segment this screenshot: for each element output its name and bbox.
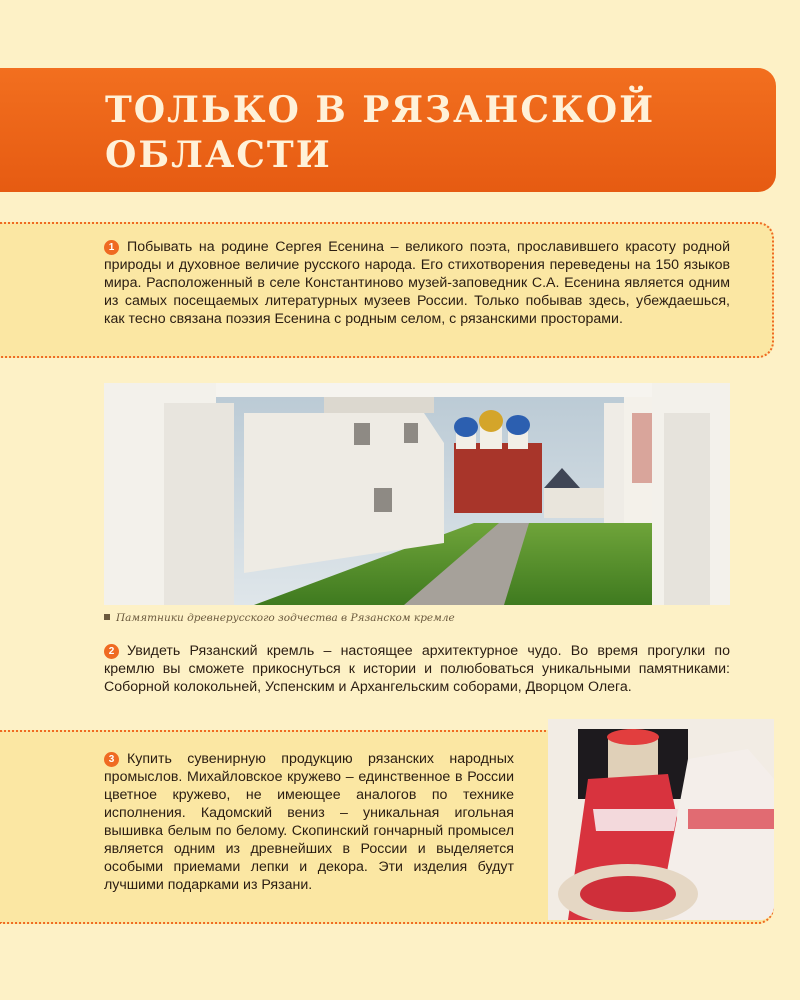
item-text: Побывать на родине Сергея Есенина – великого поэта, прославившего красоту родной природы и духовное величие русского народа. Его стихотворения переведены на 150 языков мира. Расположенный в селе Константиново музей-заповедник С.А. Есенина является одним из самых посещаемых литературных музеев России. Только побывав здесь, убеждаешься, как тесно связана поэзия Есенина с родным селом, с рязанскими просторами. [104, 239, 730, 327]
photo-caption: Памятники древнерусского зодчества в Рязанском кремле [104, 612, 730, 624]
caption-marker-icon [104, 614, 110, 620]
item-1 [104, 238, 730, 328]
page-title: ТОЛЬКО В РЯЗАНСКОЙ ОБЛАСТИ [105, 89, 656, 176]
item-3 [104, 750, 514, 894]
item-text: Купить сувенирную продукцию рязанских народных промыслов. Михайловское кружево – единственное в России цветное кружево, не имеющее аналогов по технике исполнения. Кадомский вениз – уникальная игольная вышивка белым по белому. Скопинский гончарный промысел является одним из древнейших в России и выделяется особыми приемами лепки и декора. Эти изделия будут лучшими подарками из Рязани. [104, 751, 514, 893]
souvenir-photo [548, 719, 774, 920]
item-number-badge: 1 [104, 240, 119, 255]
item-2 [104, 642, 730, 696]
item-text: Увидеть Рязанский кремль – настоящее архитектурное чудо. Во время прогулки по кремлю вы сможете прикоснуться к истории и полюбоваться уникальными памятниками: Соборной колокольней, Успенским и Архангельским соборами, Дворцом Олега. [104, 643, 730, 695]
title-banner [0, 68, 776, 192]
item-number-badge: 3 [104, 752, 119, 767]
kremlin-photo [104, 383, 730, 605]
item-number-badge: 2 [104, 644, 119, 659]
